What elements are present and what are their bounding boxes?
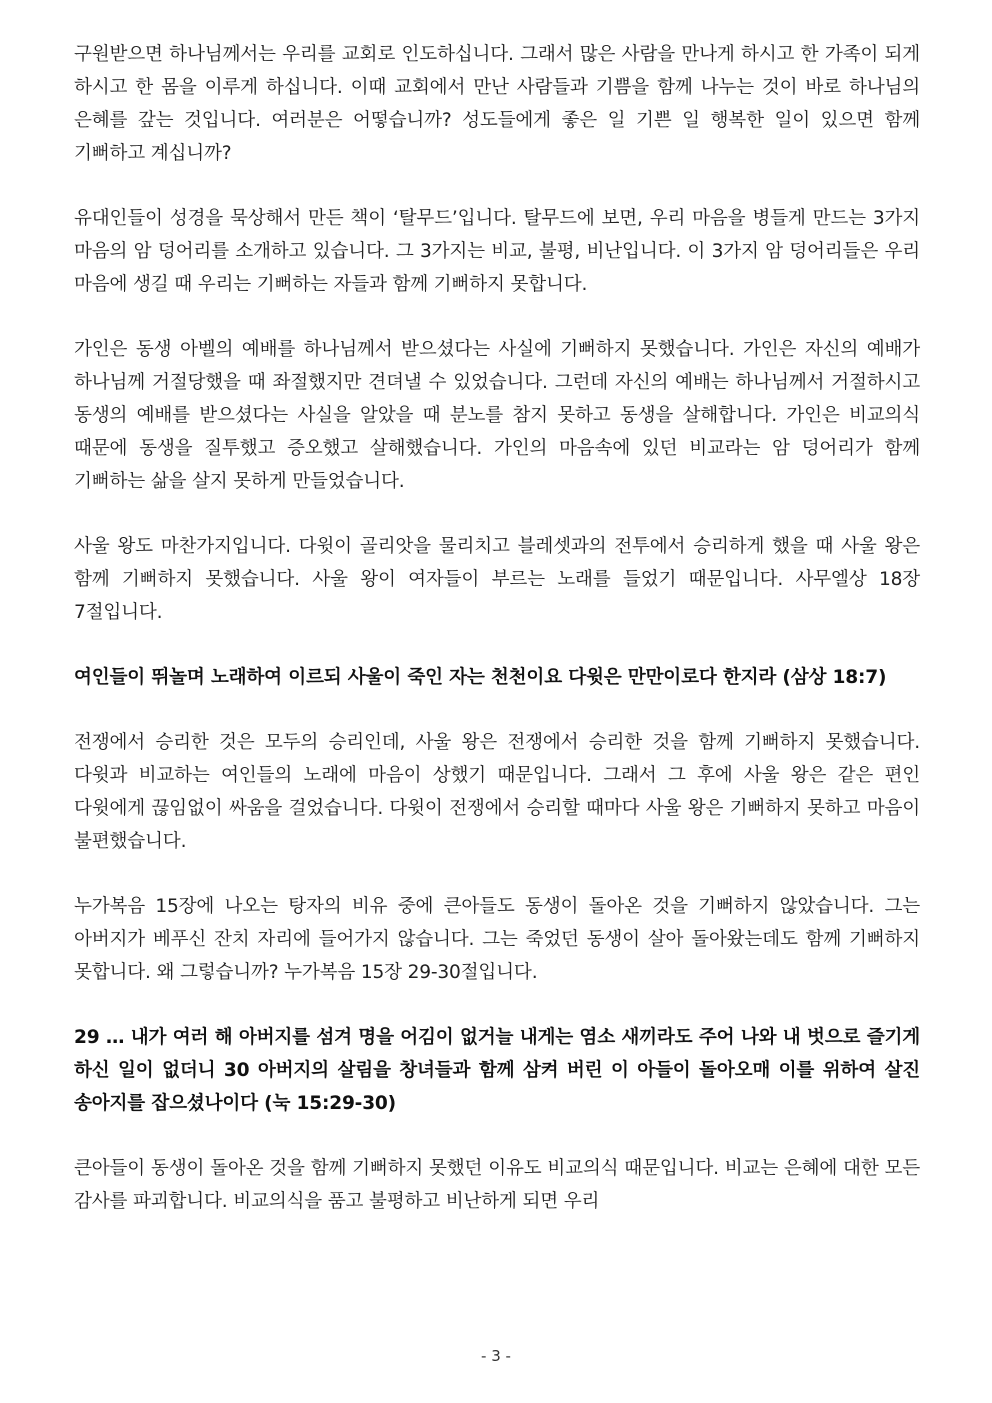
paragraph-5: 전쟁에서 승리한 것은 모두의 승리인데, 사울 왕은 전쟁에서 승리한 것을 함께 기뻐하지 못했습니다. 다윗과 비교하는 여인들의 노래에 마음이 상했기 때문입니다. 그래서 그 후에 사울 왕은 같은 편인 다윗에게 끊임없이 싸움을 걸었습니다. 다윗이 전쟁에서 승리할 때마다 사울 왕은 기뻐하지 못하고 마음이 불편했습니다.: [74, 732, 920, 852]
scripture-quote-2: 29 … 내가 여러 해 아버지를 섬겨 명을 어김이 없거늘 내게는 염소 새끼라도 주어 나와 내 벗으로 즐기게 하신 일이 없더니 30 아버지의 살림을 창녀들과 함께 삼켜 버린 이 아들이 돌아오매 이를 위하여 살진 송아지를 잡으셨나이다 (눅 15:29-30): [74, 1027, 920, 1114]
paragraph-7: 큰아들이 동생이 돌아온 것을 함께 기뻐하지 못했던 이유도 비교의식 때문입니다. 비교는 은혜에 대한 모든 감사를 파괴합니다. 비교의식을 품고 불평하고 비난하게 되면 우리: [74, 1158, 920, 1212]
paragraph-2: 유대인들이 성경을 묵상해서 만든 책이 ‘탈무드’입니다. 탈무드에 보면, 우리 마음을 병들게 만드는 3가지 마음의 암 덩어리를 소개하고 있습니다. 그 3가지는 비교, 불평, 비난입니다. 이 3가지 암 덩어리들은 우리 마음에 생길 때 우리는 기뻐하는 자들과 함께 기뻐하지 못합니다.: [74, 208, 920, 295]
paragraph-6: 누가복음 15장에 나오는 탕자의 비유 중에 큰아들도 동생이 돌아온 것을 기뻐하지 않았습니다. 그는 아버지가 베푸신 잔치 자리에 들어가지 않습니다. 그는 죽었던 동생이 살아 돌아왔는데도 함께 기뻐하지 못합니다. 왜 그렇습니까? 누가복음 15장 29-30절입니다.: [74, 896, 920, 983]
paragraph-4: 사울 왕도 마찬가지입니다. 다윗이 골리앗을 물리치고 블레셋과의 전투에서 승리하게 했을 때 사울 왕은 함께 기뻐하지 못했습니다. 사울 왕이 여자들이 부르는 노래를 들었기 때문입니다. 사무엘상 18장 7절입니다.: [74, 536, 920, 623]
document-page: [74, 38, 920, 1250]
page-number: - 3 -: [481, 1347, 511, 1365]
paragraph-3: 가인은 동생 아벨의 예배를 하나님께서 받으셨다는 사실에 기뻐하지 못했습니다. 가인은 자신의 예배가 하나님께 거절당했을 때 좌절했지만 견뎌낼 수 있었습니다. 그런데 자신의 예배는 하나님께서 거절하시고 동생의 예배를 받으셨다는 사실을 알았을 때 분노를 참지 못하고 동생을 살해합니다. 가인은 비교의식 때문에 동생을 질투했고 증오했고 살해했습니다. 가인의 마음속에 있던 비교라는 암 덩어리가 함께 기뻐하는 삶을 살지 못하게 만들었습니다.: [74, 339, 920, 492]
paragraph-1: 구원받으면 하나님께서는 우리를 교회로 인도하십니다. 그래서 많은 사람을 만나게 하시고 한 가족이 되게 하시고 한 몸을 이루게 하십니다. 이때 교회에서 만난 사람들과 기쁨을 함께 나누는 것이 바로 하나님의 은혜를 갚는 것입니다. 여러분은 어떻습니까? 성도들에게 좋은 일 기쁜 일 행복한 일이 있으면 함께 기뻐하고 계십니까?: [74, 44, 920, 164]
scripture-quote-1: 여인들이 뛰놀며 노래하여 이르되 사울이 죽인 자는 천천이요 다윗은 만만이로다 한지라 (삼상 18:7): [74, 667, 887, 688]
